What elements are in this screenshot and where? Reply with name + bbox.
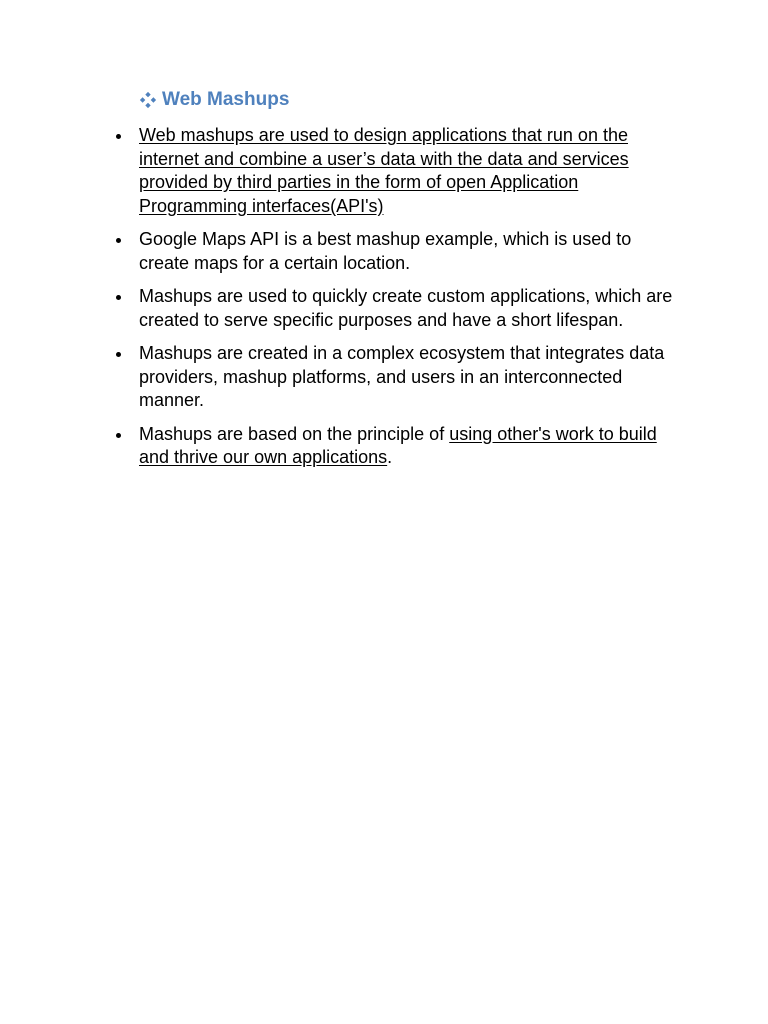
bullet-dot-icon: [116, 352, 121, 357]
bullet-text-4: Mashups are created in a complex ecosystem that integrates data providers, mashup platforms, and users in an interconnected manner.: [139, 343, 665, 410]
bullet-text-5-prefix: Mashups are based on the principle of: [139, 423, 450, 444]
bullet-item-2: [112, 228, 682, 275]
four-diamond-bullet-icon: [138, 90, 158, 110]
bullet-dot-icon: [116, 295, 121, 300]
bullet-text-3: Mashups are used to quickly create custom applications, which are created to serve specific purposes and have a short lifespan.: [139, 286, 673, 330]
bullet-text-5-underlined: using other's work to build and thrive our own applications: [139, 423, 657, 467]
bullet-text-1: Web mashups are used to design applications that run on the internet and combine a user’s data with the data and services provided by third parties in the form of open Application Programming interfaces(API's): [139, 125, 629, 216]
section-heading-text: Web Mashups: [162, 89, 290, 110]
bullet-dot-icon: [116, 433, 121, 438]
bullet-item-3: [112, 285, 682, 332]
bullet-item-4: [112, 342, 682, 413]
bullet-text-2: Google Maps API is a best mashup example, which is used to create maps for a certain location.: [139, 229, 632, 273]
bullet-item-1: [112, 124, 682, 218]
bullet-list: [112, 124, 682, 480]
bullet-dot-icon: [116, 134, 121, 139]
section-heading: [138, 88, 289, 112]
bullet-text-5-suffix: .: [387, 447, 393, 467]
bullet-dot-icon: [116, 238, 121, 243]
bullet-item-5: [112, 423, 682, 470]
